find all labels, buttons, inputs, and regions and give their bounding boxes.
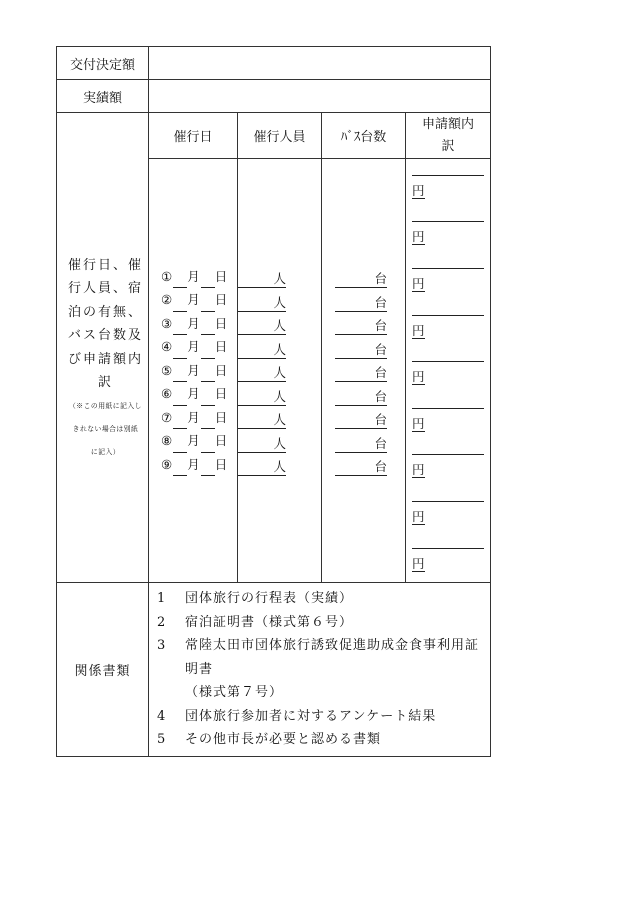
- bus-unit: 台: [335, 365, 387, 382]
- bus-entry[interactable]: [322, 288, 405, 312]
- people-entry[interactable]: [238, 265, 321, 289]
- doc-item: [157, 681, 484, 705]
- month-label: 月: [187, 456, 201, 472]
- month-blank[interactable]: [173, 365, 187, 382]
- bus-unit: 台: [335, 389, 387, 406]
- date-number: ②: [161, 292, 174, 308]
- month-label: 月: [187, 339, 201, 355]
- yen-unit: 円: [412, 182, 425, 198]
- bus-entry[interactable]: [322, 359, 405, 383]
- amount-blank-line: [412, 315, 484, 316]
- yen-unit: 円: [412, 508, 425, 524]
- amount-entry[interactable]: [406, 394, 490, 441]
- docs-list: [149, 583, 491, 757]
- header-amount-line2: 訳: [441, 138, 455, 154]
- doc-text: 団体旅行参加者に対するアンケート結果: [185, 708, 437, 724]
- yen-unit: 円: [412, 369, 425, 385]
- details-label-line: び申請額内: [67, 351, 143, 367]
- details-label-line: 泊の有無、: [67, 304, 143, 320]
- amount-entry[interactable]: [406, 534, 490, 581]
- amount-entry[interactable]: [406, 207, 490, 254]
- people-entry[interactable]: [238, 359, 321, 383]
- day-label: 日: [214, 409, 229, 425]
- month-blank[interactable]: [173, 271, 187, 288]
- bus-entry[interactable]: [322, 335, 405, 359]
- details-label-line: 訳: [97, 375, 113, 390]
- amount-entry[interactable]: [406, 487, 490, 534]
- month-blank[interactable]: [173, 412, 187, 429]
- day-label: 日: [214, 292, 229, 308]
- amount-entry[interactable]: [406, 301, 490, 348]
- bus-entry[interactable]: [322, 382, 405, 406]
- bus-unit: 台: [335, 436, 387, 453]
- yen-unit: 円: [412, 322, 425, 338]
- amount-blank-line: [412, 175, 484, 176]
- doc-item: [157, 728, 484, 752]
- people-entry[interactable]: [238, 453, 321, 477]
- details-label-line: 催行日、催: [67, 257, 143, 273]
- doc-number: 3: [157, 638, 167, 653]
- amount-blank-line: [412, 501, 484, 502]
- day-blank[interactable]: [201, 365, 215, 382]
- result-label: 実績額: [57, 80, 149, 113]
- date-number: ④: [161, 339, 174, 355]
- doc-number: 5: [157, 732, 167, 747]
- header-amount-line1: 申請額内: [421, 116, 474, 132]
- doc-text: その他市長が必要と認める書類: [185, 732, 382, 747]
- doc-item: [157, 611, 484, 635]
- month-label: 月: [187, 292, 201, 308]
- yen-unit: 円: [412, 462, 425, 478]
- people-unit: 人: [238, 389, 286, 406]
- day-blank[interactable]: [201, 436, 215, 453]
- header-date: 催行日: [149, 113, 238, 159]
- day-label: 日: [214, 315, 229, 331]
- month-blank[interactable]: [173, 295, 187, 312]
- day-blank[interactable]: [201, 295, 215, 312]
- doc-number: 4: [157, 708, 167, 724]
- people-entry[interactable]: [238, 382, 321, 406]
- date-number: ⑥: [161, 386, 174, 402]
- month-label: 月: [187, 315, 201, 331]
- month-label: 月: [187, 362, 201, 378]
- month-label: 月: [187, 409, 201, 425]
- people-unit: 人: [238, 318, 286, 335]
- date-entry[interactable]: [149, 265, 237, 289]
- month-blank[interactable]: [173, 459, 187, 476]
- people-unit: 人: [238, 459, 286, 476]
- people-unit: 人: [238, 436, 286, 453]
- yen-unit: 円: [412, 555, 425, 571]
- day-label: 日: [214, 456, 229, 472]
- month-blank[interactable]: [173, 436, 187, 453]
- doc-item: [157, 587, 484, 611]
- date-entry[interactable]: [149, 406, 237, 430]
- day-label: 日: [214, 339, 229, 355]
- doc-item: [157, 705, 484, 729]
- doc-text: 常陸太田市団体旅行誘致促進助成金食事利用証明書: [185, 638, 480, 677]
- people-unit: 人: [238, 271, 286, 288]
- bus-unit: 台: [335, 412, 387, 429]
- doc-text: 団体旅行の行程表（実績）: [185, 591, 354, 606]
- header-bus: ﾊﾞｽ台数: [322, 113, 406, 159]
- date-entry[interactable]: [149, 288, 237, 312]
- yen-unit: 円: [412, 276, 425, 292]
- day-blank[interactable]: [201, 271, 215, 288]
- date-number: ⑤: [161, 362, 174, 378]
- day-blank[interactable]: [201, 459, 215, 476]
- amount-blank-line: [412, 221, 484, 222]
- date-entry[interactable]: [149, 382, 237, 406]
- doc-number: 2: [157, 614, 167, 630]
- people-column[interactable]: [238, 159, 322, 583]
- day-blank[interactable]: [201, 412, 215, 429]
- date-number: ⑧: [161, 433, 174, 449]
- amount-blank-line: [412, 408, 484, 409]
- amount-blank-line: [412, 361, 484, 362]
- people-entry[interactable]: [238, 429, 321, 453]
- day-label: 日: [214, 362, 229, 378]
- amount-column[interactable]: [406, 159, 491, 583]
- bus-entry[interactable]: [322, 265, 405, 289]
- people-entry[interactable]: [238, 312, 321, 336]
- month-blank[interactable]: [173, 389, 187, 406]
- bus-unit: 台: [335, 459, 387, 476]
- day-blank[interactable]: [201, 389, 215, 406]
- docs-label: 関係書類: [57, 583, 149, 757]
- amount-entry[interactable]: [406, 347, 490, 394]
- bus-unit: 台: [335, 318, 387, 335]
- amount-entry[interactable]: [406, 254, 490, 301]
- date-column[interactable]: [149, 159, 238, 583]
- month-label: 月: [187, 433, 201, 449]
- yen-unit: 円: [412, 229, 425, 245]
- details-header-row: [57, 113, 491, 159]
- people-entry[interactable]: [238, 288, 321, 312]
- header-amount: [406, 113, 491, 159]
- people-unit: 人: [238, 342, 286, 359]
- result-value-field[interactable]: [149, 80, 491, 113]
- people-unit: 人: [238, 295, 286, 312]
- date-number: ①: [161, 268, 174, 284]
- details-note: [63, 395, 148, 464]
- doc-number: [157, 681, 185, 705]
- bus-entry[interactable]: [322, 453, 405, 477]
- docs-row: [57, 583, 491, 757]
- people-unit: 人: [238, 365, 286, 382]
- date-number: ③: [161, 315, 174, 331]
- date-entry[interactable]: [149, 359, 237, 383]
- yen-unit: 円: [412, 415, 425, 431]
- details-note-line: きれない場合は別紙: [72, 424, 139, 433]
- date-entry[interactable]: [149, 453, 237, 477]
- doc-text: 宿泊証明書（様式第６号）: [185, 614, 354, 630]
- month-label: 月: [187, 268, 201, 284]
- bus-unit: 台: [335, 271, 387, 288]
- day-label: 日: [214, 386, 229, 402]
- date-number: ⑨: [161, 456, 174, 472]
- day-label: 日: [214, 268, 229, 284]
- month-blank[interactable]: [173, 342, 187, 359]
- people-entry[interactable]: [238, 406, 321, 430]
- doc-number: 1: [157, 591, 167, 606]
- details-label-line: バス台数及: [67, 328, 143, 343]
- details-label-line: 行人員、宿: [67, 281, 143, 296]
- amount-entry[interactable]: [406, 161, 490, 208]
- doc-item: [157, 634, 484, 681]
- date-entry[interactable]: [149, 335, 237, 359]
- amount-blank-line: [412, 268, 484, 269]
- day-blank[interactable]: [201, 318, 215, 335]
- amount-entry[interactable]: [406, 440, 490, 487]
- award-label: 交付決定額: [57, 47, 149, 80]
- subsidy-form-table: [56, 46, 491, 757]
- month-blank[interactable]: [173, 318, 187, 335]
- doc-text: （様式第７号）: [185, 685, 284, 700]
- date-entry[interactable]: [149, 312, 237, 336]
- bus-entry[interactable]: [322, 429, 405, 453]
- bus-unit: 台: [335, 342, 387, 359]
- details-note-line: （※この用紙に記入し: [69, 401, 142, 410]
- details-label: [63, 254, 148, 395]
- bus-entry[interactable]: [322, 312, 405, 336]
- details-label-cell: [57, 113, 149, 583]
- amount-blank-line: [412, 454, 484, 455]
- header-people: 催行人員: [238, 113, 322, 159]
- award-value-field[interactable]: [149, 47, 491, 80]
- details-note-line: に記入）: [90, 447, 121, 456]
- date-number: ⑦: [161, 409, 174, 425]
- bus-entry[interactable]: [322, 406, 405, 430]
- month-label: 月: [187, 386, 201, 402]
- people-entry[interactable]: [238, 335, 321, 359]
- day-blank[interactable]: [201, 342, 215, 359]
- amount-blank-line: [412, 548, 484, 549]
- day-label: 日: [214, 433, 229, 449]
- award-row: [57, 47, 491, 80]
- date-entry[interactable]: [149, 429, 237, 453]
- bus-column[interactable]: [322, 159, 406, 583]
- bus-unit: 台: [335, 295, 387, 312]
- people-unit: 人: [238, 412, 286, 429]
- result-row: [57, 80, 491, 113]
